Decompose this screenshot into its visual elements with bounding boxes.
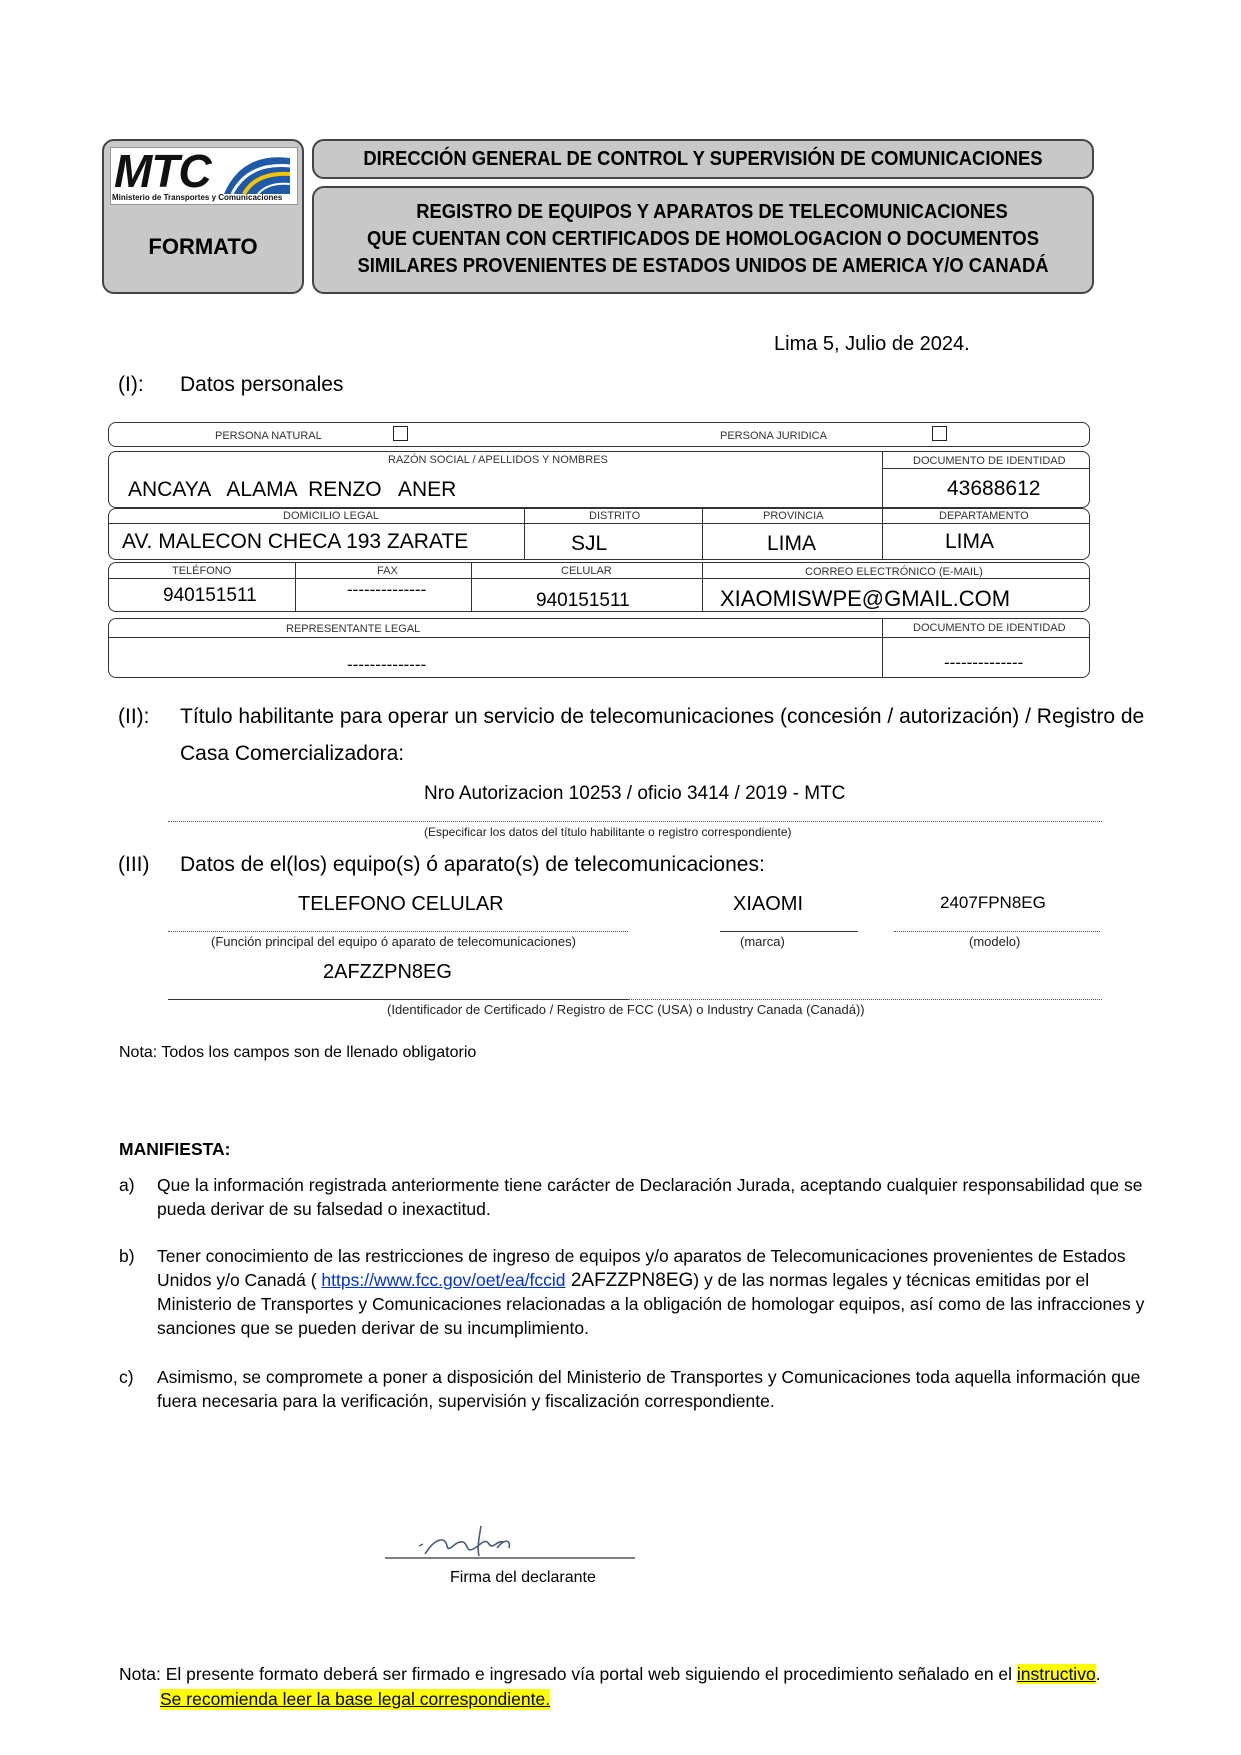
section3-title: Datos de el(los) equipo(s) ó aparato(s) de telecomunicaciones: (180, 853, 765, 876)
funcion-caption: (Función principal del equipo ó aparato de telecomunicaciones) (211, 934, 576, 949)
provincia-value[interactable]: LIMA (767, 532, 817, 555)
mtc-logo-text: MTC (114, 145, 211, 197)
item-c-label: c) (119, 1367, 134, 1387)
representante-label: REPRESENTANTE LEGAL (286, 623, 421, 635)
razon-social-label: RAZÓN SOCIAL / APELLIDOS Y NOMBRES (388, 454, 608, 466)
domicilio-value[interactable]: AV. MALECON CHECA 193 ZARATE (122, 530, 469, 553)
formato-label: FORMATO (148, 234, 258, 259)
representante-value[interactable]: -------------- (347, 655, 427, 674)
divider (524, 508, 525, 560)
marca-value[interactable]: XIAOMI (733, 893, 804, 915)
divider (882, 618, 883, 678)
section2-title-line1: Título habilitante para operar un servicio de telecomunicaciones (concesión / autorización) / Registro de (180, 705, 1145, 728)
item-b-line2-pre: Unidos y/o Canadá ( (157, 1270, 322, 1290)
persona-natural-label: PERSONA NATURAL (215, 430, 322, 442)
correo-value[interactable]: XIAOMISWPE@GMAIL.COM (720, 586, 1011, 611)
divider (882, 508, 883, 560)
item-c-line2: fuera necesaria para la verificación, supervisión y fiscalización correspondiente. (157, 1391, 775, 1411)
item-b-line2-post: ) y de las normas legales y técnicas emitidas por el (693, 1270, 1090, 1290)
id-value[interactable]: 2AFZZPN8EG (323, 961, 452, 983)
persona-juridica-checkbox[interactable] (932, 426, 947, 441)
registro-line1: REGISTRO DE EQUIPOS Y APARATOS DE TELECOMUNICACIONES (416, 201, 1008, 223)
section2-underline (168, 821, 1102, 822)
domicilio-label: DOMICILIO LEGAL (283, 510, 379, 522)
departamento-value[interactable]: LIMA (945, 530, 995, 553)
doc-rep-label: DOCUMENTO DE IDENTIDAD (913, 622, 1066, 634)
persona-juridica-label: PERSONA JURIDICA (720, 430, 827, 442)
instructivo-link[interactable]: instructivo (1016, 1664, 1096, 1684)
direccion-title: DIRECCIÓN GENERAL DE CONTROL Y SUPERVISIÓN DE COMUNICACIONES (363, 148, 1043, 170)
item-b-line4: sanciones que se pueden derivar de su incumplimiento. (157, 1318, 589, 1338)
modelo-caption: (modelo) (969, 934, 1021, 949)
documento-label: DOCUMENTO DE IDENTIDAD (913, 455, 1066, 467)
item-c-line1: Asimismo, se compromete a poner a disposición del Ministerio de Transportes y Comunicaciones toda aquella información que (157, 1367, 1141, 1387)
marca-underline (720, 931, 858, 932)
fax-label: FAX (377, 565, 398, 577)
modelo-underline (894, 931, 1100, 932)
nota2-pre: Nota: El presente formato deberá ser firmado e ingresado vía portal web siguiendo el procedimiento señalado en el (119, 1664, 1017, 1684)
fax-value[interactable]: -------------- (347, 580, 427, 599)
signature (385, 1518, 645, 1568)
section1-number: (I): (118, 373, 144, 396)
item-a-line1: Que la información registrada anteriormente tiene carácter de Declaración Jurada, aceptando cualquier responsabilidad que se (157, 1175, 1143, 1195)
nota2-post: . (1095, 1664, 1101, 1684)
distrito-value[interactable]: SJL (571, 532, 608, 555)
fcc-link[interactable]: https://www.fcc.gov/oet/ea/fccid (321, 1270, 566, 1290)
item-b-line2 (157, 1270, 1089, 1292)
divider (882, 468, 1090, 469)
item-b-id: 2AFZZPN8EG (565, 1270, 694, 1291)
razon-social-value[interactable]: ANCAYA ALAMA RENZO ANER (128, 478, 457, 501)
item-b-label: b) (119, 1246, 135, 1266)
section2-value[interactable]: Nro Autorizacion 10253 / oficio 3414 / 2019 - MTC (424, 783, 846, 804)
item-a-line2: pueda derivar de su falsedad o inexactitud. (157, 1199, 491, 1219)
id-underline-dotted (628, 999, 1102, 1000)
divider (471, 562, 472, 612)
divider (295, 562, 296, 612)
section2-title-line2: Casa Comercializadora: (180, 742, 405, 765)
telefono-value[interactable]: 940151511 (163, 585, 257, 606)
persona-natural-checkbox[interactable] (393, 426, 408, 441)
section2-number: (II): (118, 705, 150, 728)
telefono-label: TELÉFONO (172, 565, 232, 577)
id-caption: (Identificador de Certificado / Registro de FCC (USA) o Industry Canada (Canadá)) (387, 1002, 865, 1017)
distrito-label: DISTRITO (589, 510, 641, 522)
nota1: Nota: Todos los campos son de llenado obligatorio (119, 1044, 477, 1061)
divider (702, 562, 703, 612)
date-line: Lima 5, Julio de 2024. (774, 333, 970, 355)
item-b-line3: Ministerio de Transportes y Comunicaciones relacionadas a la obligación de homologar equipos, así como de las infracciones y (157, 1294, 1145, 1314)
item-a-label: a) (119, 1175, 135, 1195)
doc-rep-value[interactable]: -------------- (944, 653, 1024, 672)
funcion-underline (168, 931, 628, 932)
firma-label: Firma del declarante (450, 1569, 596, 1586)
section2-caption: (Especificar los datos del título habilitante o registro correspondiente) (424, 825, 792, 839)
nota2-line2[interactable]: Se recomienda leer la base legal correspondiente. (160, 1689, 551, 1709)
documento-value[interactable]: 43688612 (947, 477, 1041, 500)
registro-line3: SIMILARES PROVENIENTES DE ESTADOS UNIDOS DE AMERICA Y/O CANADÁ (357, 255, 1049, 277)
celular-value[interactable]: 940151511 (536, 590, 630, 611)
divider (108, 637, 1090, 638)
divider (108, 578, 1090, 579)
mtc-logo-icon (222, 150, 292, 196)
correo-label: CORREO ELECTRÓNICO (E-MAIL) (805, 566, 983, 578)
divider (882, 451, 883, 508)
funcion-value[interactable]: TELEFONO CELULAR (298, 893, 504, 915)
item-b-line1: Tener conocimiento de las restricciones de ingreso de equipos y/o aparatos de Telecomunicaciones provenientes de Estados (157, 1246, 1126, 1266)
celular-label: CELULAR (561, 565, 612, 577)
nota2-line1 (119, 1664, 1101, 1685)
section1-title: Datos personales (180, 373, 344, 396)
provincia-label: PROVINCIA (763, 510, 824, 522)
marca-caption: (marca) (740, 934, 785, 949)
divider (702, 508, 703, 560)
logo-subtitle: Ministerio de Transportes y Comunicaciones (112, 193, 283, 202)
modelo-value[interactable]: 2407FPN8EG (940, 893, 1046, 912)
id-underline (168, 999, 628, 1000)
divider (108, 523, 1090, 524)
registro-line2: QUE CUENTAN CON CERTIFICADOS DE HOMOLOGACION O DOCUMENTOS (367, 228, 1039, 250)
departamento-label: DEPARTAMENTO (939, 510, 1029, 522)
section3-number: (III) (118, 853, 150, 876)
manifiesta-title: MANIFIESTA: (119, 1139, 231, 1159)
